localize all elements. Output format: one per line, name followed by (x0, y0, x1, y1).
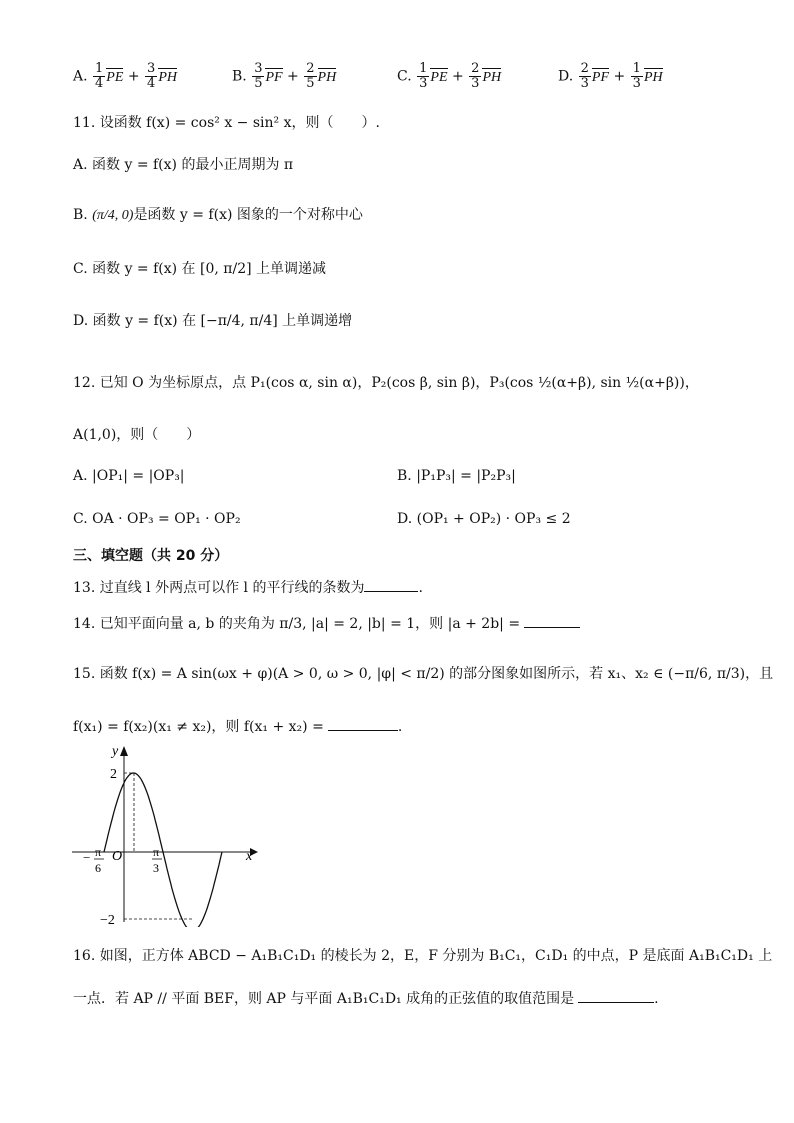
q16-line2 (73, 988, 659, 1009)
vector: PH (643, 69, 663, 85)
q13 (73, 577, 423, 598)
q14-text: 14. 已知平面向量 a, b 的夹角为 π/3, |a| = 2, |b| = 1，则 |a + 2b| = (73, 616, 521, 632)
q12-option-b: B. |P₁P₃| = |P₂P₃| (397, 468, 516, 484)
vector: PE (106, 69, 124, 85)
answer-blank[interactable] (578, 988, 654, 1003)
origin-label: O (112, 849, 123, 864)
operator: + (613, 68, 626, 85)
answer-blank[interactable] (524, 613, 580, 628)
option-letter: B. (232, 68, 247, 85)
answer-blank[interactable] (328, 716, 398, 731)
q10-option-d (558, 62, 663, 91)
vector: PE (430, 69, 448, 85)
y-max-label: 2 (110, 767, 117, 782)
y-min-label: −2 (100, 913, 115, 927)
x-left-num: π (95, 845, 102, 859)
vector: PF (265, 69, 283, 85)
option-letter: D. (558, 68, 574, 85)
q13-text: 13. 过直线 l 外两点可以作 l 的平行线的条数为 (73, 580, 365, 596)
answer-blank[interactable] (364, 577, 418, 592)
x-left-sign: − (83, 850, 91, 865)
q11-stem: 11. 设函数 f(x) = cos² x − sin² x，则（ ）. (73, 115, 380, 131)
q16-text: 一点．若 AP // 平面 BEF，则 AP 与平面 A₁B₁C₁D₁ 成角的正弦值的取值范围是 (73, 991, 575, 1007)
q15-line1: 15. 函数 f(x) = A sin(ωx + φ)(A > 0, ω > 0, |φ| < π/2) 的部分图象如图所示，若 x₁、x₂ ∈ (−π/6, π/3)，且 (73, 666, 774, 682)
x-right-den: 3 (153, 861, 159, 875)
q12-stem-line1: 12. 已知 O 为坐标原点，点 P₁(cos α, sin α)，P₂(cos β, sin β)，P₃(cos ½(α+β), sin ½(α+β))， (73, 375, 699, 391)
q11-option-a: A. 函数 y = f(x) 的最小正周期为 π (73, 157, 294, 173)
q12-stem-line2: A(1,0)，则（ ） (73, 427, 201, 443)
q15-text: f(x₁) = f(x₂)(x₁ ≠ x₂)，则 f(x₁ + x₂) = (73, 719, 324, 735)
fraction: $\frac{3}{5}$ (254, 61, 263, 91)
vector: PH (317, 69, 337, 85)
vector: PF (591, 69, 610, 85)
q14 (73, 613, 580, 634)
fraction: $\frac{1}{4}$ (95, 61, 104, 91)
x-label: x (246, 849, 253, 864)
operator: + (287, 68, 299, 85)
operator: + (451, 68, 464, 85)
section-heading: 三、填空题（共 20 分） (73, 548, 229, 564)
sine-graph (70, 742, 260, 927)
q15-line2 (73, 716, 402, 737)
x-right-num: π (153, 845, 160, 859)
x-left-den: 6 (95, 861, 101, 875)
q11-option-d: D. 函数 y = f(x) 在 [−π/4, π/4] 上单调递增 (73, 313, 353, 329)
fraction: $\frac{2}{3}$ (471, 61, 480, 91)
q13-end: . (418, 580, 423, 596)
q11-option-b (73, 205, 363, 226)
operator: + (127, 68, 140, 85)
fraction: $\frac{2}{3}$ (580, 61, 589, 91)
vector: PH (158, 69, 177, 85)
q16-line1: 16. 如图，正方体 ABCD − A₁B₁C₁D₁ 的棱长为 2，E，F 分别为 B₁C₁，C₁D₁ 的中点，P 是底面 A₁B₁C₁D₁ 上 (73, 948, 773, 964)
fraction: $\frac{2}{5}$ (306, 61, 315, 91)
q12-option-c: C. OA · OP₃ = OP₁ · OP₂ (73, 511, 241, 527)
q12-option-d: D. (OP₁ + OP₂) · OP₃ ≤ 2 (397, 511, 571, 527)
q10-option-c (397, 62, 501, 91)
fraction: $\frac{1}{3}$ (632, 61, 641, 91)
option-letter: A. (73, 68, 88, 85)
option-letter: C. (397, 68, 412, 85)
fraction: $\frac{1}{3}$ (419, 61, 428, 91)
q11-option-c: C. 函数 y = f(x) 在 [0, π/2] 上单调递减 (73, 261, 327, 277)
y-axis-arrow (120, 746, 128, 756)
q10-option-b (232, 62, 336, 91)
y-label: y (112, 744, 119, 759)
q10-option-a (73, 62, 177, 91)
option-letter: B. (73, 207, 88, 223)
vector: PH (482, 69, 502, 85)
q16-end: . (654, 991, 659, 1007)
symmetry-point: (π/4, 0) (92, 208, 134, 223)
fraction: $\frac{3}{4}$ (147, 61, 156, 91)
option-text: 是函数 y = f(x) 图象的一个对称中心 (133, 207, 363, 223)
q12-option-a: A. |OP₁| = |OP₃| (73, 468, 185, 484)
q15-end: . (397, 719, 403, 735)
